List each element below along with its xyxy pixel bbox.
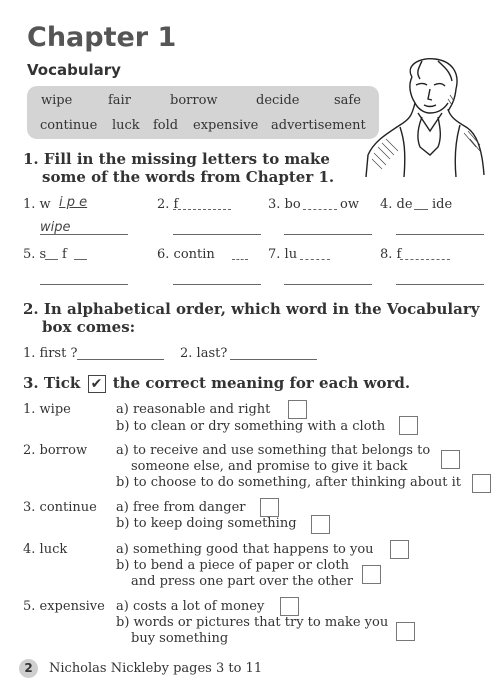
question-3-post: the correct meaning for each word. [112, 374, 411, 392]
question-2-line-2: box comes: [42, 318, 136, 336]
item-5-prefix: 5. s [23, 247, 47, 262]
checkbox-3b[interactable] [311, 515, 330, 534]
answer-line-1[interactable] [40, 234, 128, 235]
checkbox-5a[interactable] [280, 597, 299, 616]
answer-line-7[interactable] [284, 284, 372, 285]
checkbox-4b[interactable] [362, 565, 381, 584]
word-1: 1. wipe [23, 402, 71, 417]
item-7-blank[interactable] [300, 248, 330, 260]
question-3-pre: 3. Tick [23, 374, 81, 392]
word-4-option-b-line-1: b) to bend a piece of paper or cloth [116, 558, 349, 573]
item-8-prefix: 8. f [380, 247, 402, 262]
vocab-word: luck [112, 118, 140, 133]
word-5-option-a: a) costs a lot of money [116, 599, 265, 614]
item-8-blank[interactable] [400, 248, 450, 260]
item-4-prefix: 4. de [380, 197, 413, 212]
first-answer-line[interactable] [77, 359, 164, 360]
item-5-blank-2[interactable] [74, 248, 87, 260]
item-1-handwritten-letters: i p e [59, 195, 88, 210]
checkbox-1b[interactable] [399, 416, 418, 435]
question-2-line-1: 2. In alphabetical order, which word in the Vocabulary [23, 300, 480, 318]
checkbox-2a[interactable] [441, 450, 460, 469]
vocab-word: wipe [41, 93, 73, 108]
answer-line-3[interactable] [284, 234, 372, 235]
item-3-blank[interactable] [303, 198, 337, 210]
vocab-word: fold [153, 118, 179, 133]
vocab-word: expensive [193, 118, 259, 133]
word-4: 4. luck [23, 542, 68, 557]
question-3-heading [23, 374, 410, 393]
item-6-prefix: 6. contin [157, 247, 215, 262]
word-3: 3. continue [23, 500, 97, 515]
word-4-option-b-line-2: and press one part over the other [131, 574, 353, 589]
word-2: 2. borrow [23, 443, 88, 458]
page-number-badge: 2 [19, 659, 38, 678]
vocab-word: continue [40, 118, 98, 133]
item-2-blank[interactable] [173, 198, 231, 210]
word-2-option-a-line-2: someone else, and promise to give it back [131, 459, 408, 474]
page-title: Chapter 1 [27, 22, 177, 53]
vocab-word: fair [108, 93, 131, 108]
first-label: 1. first ? [23, 346, 78, 361]
vocab-word: advertisement [271, 118, 366, 133]
item-5-mid: f [62, 247, 67, 262]
question-1-line-2: some of the words from Chapter 1. [42, 168, 335, 186]
checkbox-2b[interactable] [472, 474, 491, 493]
checkbox-5b[interactable] [396, 622, 415, 641]
word-2-option-a-line-1: a) to receive and use something that belongs to [116, 443, 431, 458]
tick-icon: ✔ [88, 375, 106, 393]
portrait-illustration [360, 55, 488, 180]
word-5: 5. expensive [23, 599, 105, 614]
word-5-option-b-line-1: b) words or pictures that try to make you [116, 615, 389, 630]
item-3-prefix: 3. bo [268, 197, 301, 212]
word-3-option-a: a) free from danger [116, 500, 246, 515]
footer-text: Nicholas Nickleby pages 3 to 11 [49, 661, 263, 676]
answer-line-2[interactable] [173, 234, 261, 235]
word-1-option-b: b) to clean or dry something with a cloth [116, 419, 386, 434]
answer-line-8[interactable] [396, 284, 484, 285]
answer-line-6[interactable] [173, 284, 261, 285]
item-1-handwritten-answer: wipe [40, 220, 71, 235]
vocab-word: safe [334, 93, 361, 108]
checkbox-4a[interactable] [390, 540, 409, 559]
item-7-prefix: 7. lu [268, 247, 298, 262]
word-3-option-b: b) to keep doing something [116, 516, 297, 531]
vocab-word: borrow [170, 93, 218, 108]
answer-line-4[interactable] [396, 234, 484, 235]
last-label: 2. last? [180, 346, 228, 361]
checkbox-1a[interactable] [288, 400, 307, 419]
item-4-suffix: ide [432, 197, 453, 212]
item-3-suffix: ow [340, 197, 359, 212]
word-1-option-a: a) reasonable and right [116, 402, 271, 417]
answer-line-5[interactable] [40, 284, 128, 285]
word-2-option-b: b) to choose to do something, after thinking about it [116, 475, 462, 490]
last-answer-line[interactable] [230, 359, 317, 360]
vocabulary-heading: Vocabulary [27, 61, 121, 79]
item-6-blank[interactable] [232, 248, 248, 260]
word-5-option-b-line-2: buy something [131, 631, 229, 646]
vocab-word: decide [256, 93, 300, 108]
item-5-blank-1[interactable] [45, 248, 58, 260]
item-2-prefix: 2. f [157, 197, 179, 212]
word-4-option-a: a) something good that happens to you [116, 542, 374, 557]
question-1-line-1: 1. Fill in the missing letters to make [23, 150, 330, 168]
item-4-blank[interactable] [414, 198, 428, 210]
item-1-prefix: 1. w [23, 197, 51, 212]
checkbox-3a[interactable] [260, 498, 279, 517]
